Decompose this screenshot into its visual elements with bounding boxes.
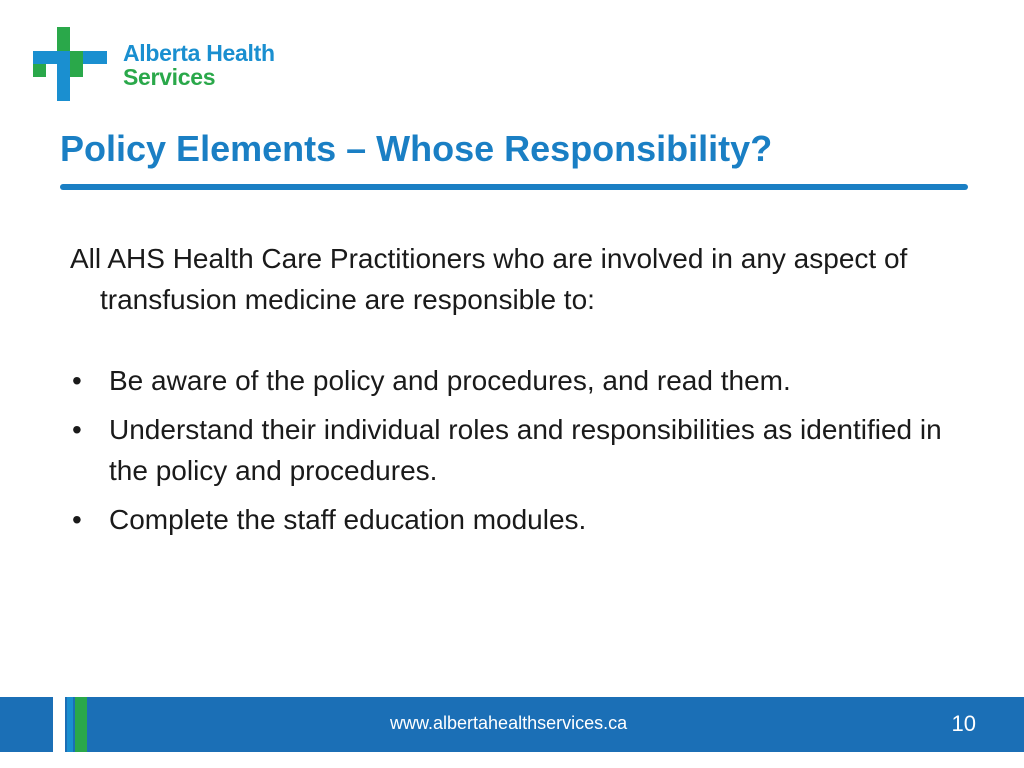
bullet-glyph: • bbox=[72, 365, 82, 396]
bullet-list bbox=[70, 360, 960, 540]
bullet-glyph: • bbox=[72, 414, 82, 445]
bullet-text: Be aware of the policy and procedures, and read them. bbox=[109, 365, 791, 396]
logo-line-2: Services bbox=[123, 64, 216, 90]
bullet-text: Understand their individual roles and responsibilities as identified in the policy and procedures. bbox=[109, 414, 942, 486]
footer-bar bbox=[0, 697, 1024, 752]
bullet-text: Complete the staff education modules. bbox=[109, 504, 587, 535]
bullet-item bbox=[70, 409, 960, 491]
slide-title: Policy Elements – Whose Responsibility? bbox=[60, 128, 773, 169]
title-divider bbox=[60, 184, 968, 190]
ahs-wordmark bbox=[123, 41, 275, 89]
ahs-cross-logo-icon bbox=[33, 27, 107, 101]
logo-line-1: Alberta Health bbox=[123, 40, 275, 66]
footer-website-url[interactable]: www.albertahealthservices.ca bbox=[390, 713, 628, 733]
footer-logo-mark-icon bbox=[53, 697, 93, 752]
intro-paragraph: All AHS Health Care Practitioners who are involved in any aspect of transfusion medicine are responsible to: bbox=[70, 243, 908, 315]
bullet-glyph: • bbox=[72, 504, 82, 535]
slide-body bbox=[70, 238, 960, 548]
ahs-logo bbox=[33, 27, 293, 101]
bullet-item bbox=[70, 499, 960, 540]
page-number: 10 bbox=[951, 711, 976, 736]
bullet-item bbox=[70, 360, 960, 401]
